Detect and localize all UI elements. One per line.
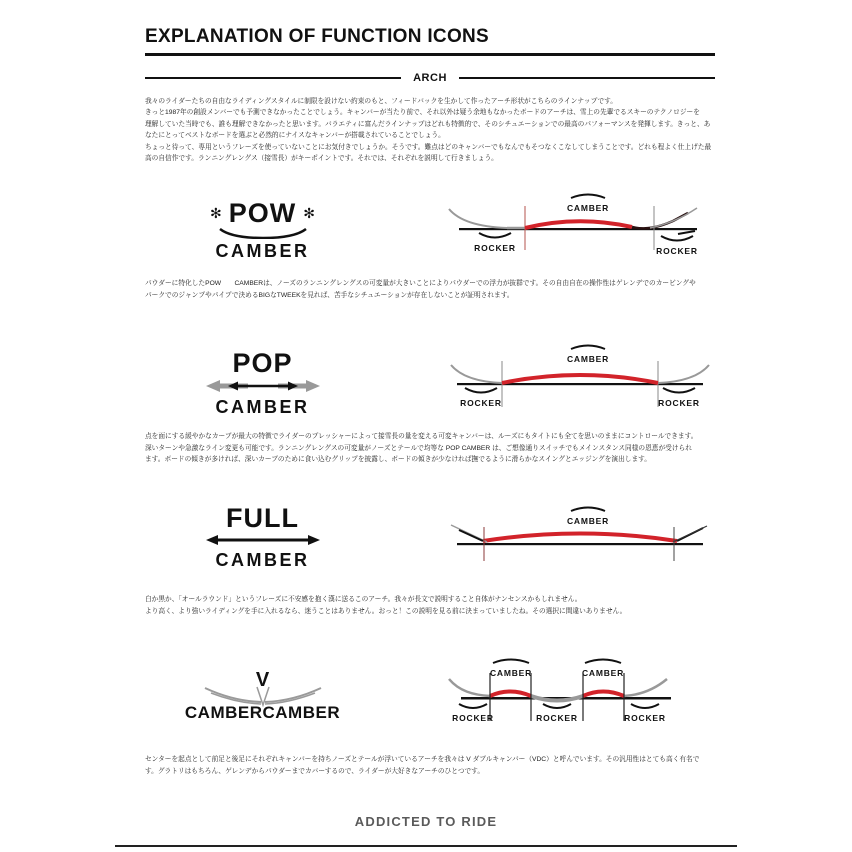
rocker-label: ROCKER xyxy=(460,398,502,409)
v-camber-logo xyxy=(145,670,380,721)
pop-board-profile-diagram xyxy=(445,341,715,419)
v-board-profile-diagram xyxy=(445,649,715,737)
full-line: より高く、より強いライディングを手に入れるなら、迷うことはありません。おっと！この説明を見る前に決まっていましたね。その選択に間違いありません。 xyxy=(145,607,627,615)
pop-logo-word: POP xyxy=(232,347,293,378)
full-board-profile-diagram xyxy=(445,503,715,565)
rocker-label: ROCKER xyxy=(656,246,698,257)
v-paragraph xyxy=(145,754,715,777)
snowflake-icon: ✻ xyxy=(210,205,222,222)
camber-label: CAMBER xyxy=(489,668,533,679)
full-arrow-icon xyxy=(204,532,322,548)
rocker-label: ROCKER xyxy=(452,713,494,724)
section-pow-camber xyxy=(145,188,715,271)
pow-line: パウダーに特化したPOW CAMBERは、ノーズのランニングレングスの可変量が大きいことによりパウダーでの浮力が抜群です。その自由自在の操作性はゲレンデでのカービングや xyxy=(145,280,696,288)
pop-line: 深いターンや急激なライン変更も可能です。ランニングレングスの可変量がノーズとテールで均等な POP CAMBER は、ご想像通りスイッチでもメインスタンス同様の恩恵が受けられ xyxy=(145,444,692,452)
pow-line: パークでのジャンプやパイプで決めるBIGなTWEEKを見れば、苦手なシチュエーションが存在しないことが証明されます。 xyxy=(145,291,514,299)
pop-line: ます。ボードの傾きが多ければ、深いカーブのために食い込むグリップを披露し、ボードの傾きが少なければ撫でるように滑らかなスイングとエッジングを演出します。 xyxy=(145,456,651,464)
snowflake-icon: ✻ xyxy=(303,205,315,222)
intro-line: ちょっと待って、専用というフレーズを使っていないことにお気付きでしょうか。そうです。難点はどのキャンバーでもなんでもそつなくこなしてしまうことです。どれも程よく仕上げた最 xyxy=(145,143,712,151)
intro-line: なたにとってベストなボードを選ぶと必然的にナイスなキャンバーが搭載されていることでしょう。 xyxy=(145,132,445,140)
intro-line: 高の自信作です。ランニングレングス（接雪長）がキーポイントです。それでは、それぞれを説明して行きましょう。 xyxy=(145,155,498,163)
intro-paragraph xyxy=(145,96,715,164)
rocker-label: ROCKER xyxy=(624,713,666,724)
section-full-camber xyxy=(145,503,715,570)
section-pop-camber xyxy=(145,341,715,424)
footer-slogan: ADDICTED TO RIDE xyxy=(354,814,498,829)
pow-board-profile-diagram xyxy=(445,188,715,266)
rocker-label: ROCKER xyxy=(536,713,578,724)
pow-camber-logo xyxy=(145,197,380,261)
pop-arrows-icon xyxy=(204,377,322,395)
intro-line: 我々のライダーたちの自由なライディングスタイルに制限を設けない約束のもと、フィードバックを生かして作ったアーチ形状がこちらのラインナップです。 xyxy=(145,98,617,105)
pop-paragraph xyxy=(145,431,715,465)
rocker-label: ROCKER xyxy=(658,398,700,409)
pow-smile-curve-icon xyxy=(217,227,309,239)
pow-paragraph xyxy=(145,278,715,301)
pop-camber-word: CAMBER xyxy=(215,396,310,417)
divider-line-right xyxy=(459,77,715,79)
full-diagram-wrap xyxy=(445,503,715,570)
v-line: す。グラトリはもちろん、ゲレンデからパウダーまでカバーするので、ライダーが大好きなアーチのひとつです。 xyxy=(145,767,485,775)
pow-logo-top-row xyxy=(210,197,315,228)
v-diagram-wrap xyxy=(445,649,715,742)
camber-label: CAMBER xyxy=(566,354,610,365)
v-logo-word: V xyxy=(255,669,270,692)
full-paragraph xyxy=(145,594,715,617)
camber-label: CAMBER xyxy=(566,203,610,214)
full-logo-word: FULL xyxy=(226,502,299,533)
full-line: 白か黒か、「オールラウンド」というフレーズに不安感を抱く漢に送るこのアーチ。我々が長文で説明すること自体がナンセンスかもしれません。 xyxy=(145,596,582,604)
pow-camber-word: CAMBER xyxy=(215,240,310,261)
pow-diagram-wrap xyxy=(445,188,715,271)
footer-divider-line xyxy=(115,845,737,847)
arch-heading: ARCH xyxy=(413,72,447,84)
content-column xyxy=(145,26,715,777)
section-v-double-camber xyxy=(145,649,715,742)
v-camber-words: CAMBERCAMBER xyxy=(184,703,341,723)
divider-line-left xyxy=(145,77,401,79)
v-line: センターを起点として前足と後足にそれぞれキャンバーを持ちノーズとテールが浮いているアーチを我々は V ダブルキャンバー（VDC）と呼んでいます。その汎用性はとても高く有名で xyxy=(145,756,700,764)
pow-logo-word: POW xyxy=(228,197,297,228)
camber-label: CAMBER xyxy=(581,668,625,679)
pop-line: 点を面にする緩やかなカーブが最大の特徴でライダーのプレッシャーによって接雪長の量を変える可変キャンバーは、ルーズにもタイトにも全てを思いのままにコントロールできます。 xyxy=(145,433,698,441)
pop-camber-logo xyxy=(145,347,380,417)
intro-line: きっと1987年の創設メンバーでも予測できなかったことでしょう。キャンバーが当たり前で、それ以外は疑う余地もなかったボードのアーチは、雪上の先輩でるスキーのテクノロジーを xyxy=(145,109,700,117)
pop-diagram-wrap xyxy=(445,341,715,424)
full-camber-word: CAMBER xyxy=(215,549,310,570)
intro-line: 理解していた当時でも、誰も理解できなかったと思います。バラエティに富んだラインナップはどれも特徴的で、そのシチュエーションでの最高のパフォーマンスを発揮します。きっと、あ xyxy=(145,120,711,128)
page-title: EXPLANATION OF FUNCTION ICONS xyxy=(145,26,715,56)
rocker-label: ROCKER xyxy=(474,243,516,254)
arch-divider xyxy=(145,72,715,84)
full-camber-logo xyxy=(145,502,380,570)
camber-label: CAMBER xyxy=(566,516,610,527)
